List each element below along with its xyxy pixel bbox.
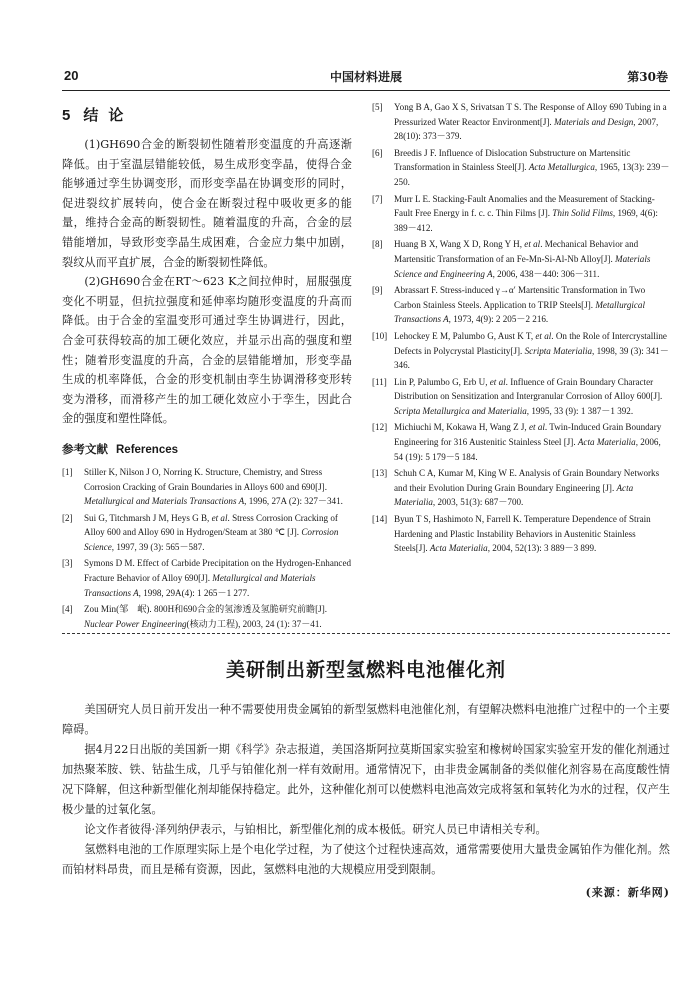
reference-item [372,237,670,281]
reference-details: , 2004, 52(13): 3 889－3 899. [487,543,597,554]
reference-item [372,512,670,556]
references-heading-en: References [116,443,179,456]
right-column [372,100,670,558]
reference-details: , 1995, 33 (9): 1 387－1 392. [526,405,634,416]
news-article [62,700,670,900]
section-heading [62,104,352,125]
reference-text: Zou Min(邹 岷). 800H和690合金的氢渗透及氢脆研究前瞻[J]. [84,604,327,615]
reference-et-al: et al [211,512,228,523]
reference-journal: Corrosion Science [84,527,339,552]
running-header [64,68,668,88]
reference-text: Yong B A, Gao X S, Srivatsan T S. The Response of Alloy 690 Tubing in a Pressurized Water Reactor Environment[J]. [394,102,667,127]
reference-text: . Stress Corrosion Cracking of Alloy 600 and Alloy 690 in Hydrogen/Steam at 380 ℃ [J]. [84,512,338,538]
news-paragraph-2: 据4月22日出版的美国新一期《科学》杂志报道，美国洛斯阿拉莫斯国家实验室和橡树岭国家实验室开发的催化剂通过加热聚苯胺、铁、钴盐生成，几乎与铂催化剂一样有效耐用。通常情况下，由非贵金属制备的类似催化剂容易在高度酸性情况下降解，但这种新型催化剂却能保持稳定。此外，这种催化剂可以使燃料电池高效完成将氢和氧转化为水的过程，仅产生极少量的过氧化氢。 [62,743,670,816]
reference-number: [5] [372,102,383,112]
reference-item [62,511,352,555]
conclusion-paragraph-2: (2)GH690合金在RT～623 K之间拉伸时，屈服强度变化不明显，但抗拉强度和延伸率均随形变温度的升高而降低。由于合金的室温变形可通过孪生协调进行，因此，合金可获得较高的加工硬化效应，并显示出高的强度和塑性；随着形变温度的升高，合金的层错能增加，形变孪晶生成的机率降低，合金的形变机制由孪生协调滑移变形转变为滑移，而滑移产生的加工硬化效应小于孪生，因此合金的强度和塑性降低。 [62,275,352,426]
section-number: 5 [62,107,72,124]
reference-journal: Acta Materialia [394,482,634,508]
reference-text: Stiller K, Nilson J O, Norring K. Structure, Chemistry, and Stress Corrosion Cracking of Grain Boundaries in Alloys 600 and 690[J]. [84,466,327,492]
reference-item [62,465,352,509]
reference-text: Lin P, Palumbo G, Erb U, [394,376,490,387]
reference-journal: Metallurgical Transactions A [394,299,645,325]
references-heading [62,441,352,457]
volume-label: 第30卷 [627,70,668,84]
news-paragraph-3: 论文作者彼得·泽列纳伊表示，与铂相比，新型催化剂的成本极低。研究人员已申请相关专利。 [84,823,547,836]
reference-number: [10] [372,330,388,341]
reference-number: [2] [62,512,73,523]
header-rule [62,90,670,91]
reference-details: , 1965, 13(3): 239－250. [394,162,670,187]
reference-text: Huang B X, Wang X D, Rong Y H, [394,239,525,250]
reference-item [372,329,670,373]
reference-details: , 2003, 51(3): 687－700. [432,497,524,508]
reference-details: , 1998, 39 (3): 341－346. [394,345,669,371]
reference-text: Symons D M. Effect of Carbide Precipitation on the Hydrogen-Enhanced Fracture Behavior of Alloy 690[J]. [84,558,352,584]
reference-details: , 1973, 4(9): 2 205－2 216. [448,314,549,325]
news-title: 美研制出新型氢燃料电池催化剂 [225,659,506,681]
references-heading-cn: 参考文献 [62,443,108,456]
reference-text: . Mechanical Behavior and Martensitic Transformation of an Fe-Mn-Si-Al-Nb Alloy[J]. [394,239,639,264]
news-paragraph-4: 氢燃料电池的工作原理实际上是个电化学过程，为了使这个过程快速高效，通常需要使用大量贵金属铂作为催化剂。然而铂材料昂贵，而且是稀有资源，因此，氢燃料电池的大规模应用受到限制。 [62,843,670,876]
reference-item [372,466,670,510]
reference-item [372,375,670,419]
reference-details: (核动力工程), 2003, 24 (1): 37－41. [186,618,322,629]
reference-journal: Acta Materialia [577,437,636,448]
left-column [62,100,352,633]
reference-number: [11] [372,376,387,387]
reference-journal: Materials and Design [553,116,634,127]
reference-item [372,420,670,464]
reference-item [372,192,670,236]
reference-journal: Scripta Materialia [524,345,593,356]
reference-journal: Nuclear Power Engineering [84,618,187,629]
reference-journal: Thin Solid Films [552,208,613,219]
conclusion-paragraph-1: (1)GH690合金的断裂韧性随着形变温度的升高逐渐降低。由于室温层错能较低，易生成形变孪晶，使得合金能够通过孪生协调变形，而形变孪晶在协调变形的同时，促进裂纹扩展转向，使合金在断裂过程中吸收更多的能量，维持合金高的断裂韧性。随着温度的升高，合金的层错能增加，导致形变孪晶生成困难，合金应力集中加剧，裂纹从而平直扩展，合金的断裂韧性降低。 [62,138,352,269]
reference-text: Abrassart F. Stress-induced γ→α′ Martensitic Transformation in Two Carbon Stainless Steels. Application to TRIP Steels[J]. [394,285,646,310]
reference-number: [3] [62,558,73,569]
reference-et-al: et al [535,330,552,341]
news-source: (来源：新华网) [585,886,670,899]
reference-number: [8] [372,239,383,250]
page-number: 20 [64,68,79,83]
reference-text: Breedis J F. Influence of Dislocation Substructure on Martensitic Transformation in Stainless Steel[J]. [394,147,631,173]
reference-details: , 1998, 29A(4): 1 265－1 277. [138,587,250,598]
reference-journal: Acta Metallurgica [528,162,595,173]
reference-number: [12] [372,422,388,433]
reference-et-al: et al [528,422,545,433]
reference-number: [7] [372,193,383,204]
reference-text: Byun T S, Hashimoto N, Farrell K. Temperature Dependence of Strain Hardening and Plastic Instability Behaviors in Austenitic Stainless Steels[J]. [394,514,651,554]
reference-details: , 2006, 54 (19): 5 179－5 184. [394,437,661,462]
reference-details: , 1997, 39 (3): 565－587. [111,541,205,552]
reference-item [372,283,670,327]
reference-number: [4] [62,604,73,615]
reference-journal: Metallurgical and Materials Transactions A [84,573,316,598]
reference-number: [13] [372,468,388,479]
reference-number: [14] [372,514,388,525]
reference-number: [9] [372,285,383,296]
reference-text: . On the Role of Intercrystalline Defects in Polycrystal Plasticity[J]. [394,330,667,356]
reference-details: , 1996, 27A (2): 327－341. [244,496,343,507]
journal-name: 中国材料进展 [329,70,402,84]
reference-item [372,146,670,190]
reference-text: Michiuchi M, Kokawa H, Wang Z J, [394,422,529,433]
reference-et-al: et al [489,376,506,387]
reference-text: Murr L E. Stacking-Fault Anomalies and the Measurement of Stacking-Fault Free Energy in f. c. c. Thin Films [J]. [394,193,655,219]
article-divider [62,633,670,634]
reference-journal: Acta Materialia [429,543,488,554]
reference-et-al: et al [524,239,541,250]
reference-details: , 1969, 4(6): 389－412. [394,208,658,233]
reference-item [62,556,352,600]
reference-text: Schuh C A, Kumar M, King W E. Analysis of Grain Boundary Networks and their Evolution During Grain Boundary Engineering [J]. [394,468,660,493]
reference-details: , 2007, 28(10): 373－379. [394,116,659,142]
reference-text: Lehockey E M, Palumbo G, Aust K T, [394,330,536,341]
reference-text: . Influence of Grain Boundary Character Distribution on Sensitization and Intergranular Corrosion of Alloy 600[J]. [394,376,663,402]
section-title: 结论 [83,107,134,124]
reference-text: . Twin-Induced Grain Boundary Engineering for 316 Austenitic Stainless Steel [J]. [394,422,662,448]
reference-journal: Metallurgical and Materials Transactions A [84,496,245,507]
reference-number: [1] [62,466,73,477]
reference-item [62,602,352,631]
reference-journal: Scripta Metallurgica and Materialia [394,405,527,416]
reference-text: Sui G, Titchmarsh J M, Heys G B, [84,512,212,523]
reference-details: , 2006, 438－440: 306－311. [492,268,600,279]
reference-item [372,100,670,144]
reference-journal: Materials Science and Engineering A [394,253,651,279]
reference-number: [6] [372,147,383,158]
news-paragraph-1: 美国研究人员日前开发出一种不需要使用贵金属铂的新型氢燃料电池催化剂，有望解决燃料电池推广过程中的一个主要障碍。 [62,703,670,736]
